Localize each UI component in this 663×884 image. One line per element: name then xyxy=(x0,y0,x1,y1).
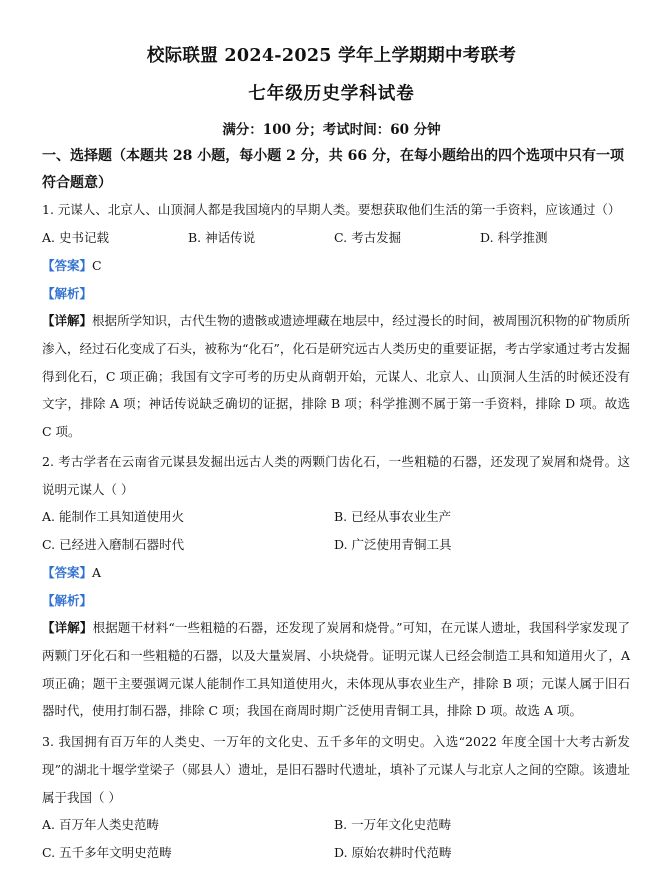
question-2-analysis xyxy=(42,591,632,611)
question-1-stem: 1. 元谋人、北京人、山顶洞人都是我国境内的早期人类。要想获取他们生活的第一手资料，应该通过（） xyxy=(42,202,621,217)
question-1-option-a: A. 史书记载 xyxy=(42,230,109,245)
question-1-option-d: D. 科学推测 xyxy=(480,230,548,245)
question-2-option-d: D. 广泛使用青铜工具 xyxy=(334,537,452,552)
question-1-detail xyxy=(42,307,630,446)
question-2-option-c: C. 已经进入磨制石器时代 xyxy=(42,537,185,552)
detail-label: 【详解】 xyxy=(42,313,93,328)
question-2-option-a: A. 能制作工具知道使用火 xyxy=(42,509,184,524)
exam-subtitle: 七年级历史学科试卷 xyxy=(248,84,415,104)
question-2-option-b: B. 已经从事农业生产 xyxy=(334,509,452,524)
question-3-stem: 3. 我国拥有百万年的人类史、一万年的文化史、五千多年的文明史。入选“2022 年度全国十大考古新发现”的湖北十堰学堂梁子（郧县人）遗址，是旧石器时代遗址，填补了元谋人与北京人之间的空隙。该遗址属于我国（ ） xyxy=(42,734,630,805)
question-2-stem: 2. 考古学者在云南省元谋县发掘出远古人类的两颗门齿化石，一些粗糙的石器，还发现了炭屑和烧骨。这说明元谋人（ ） xyxy=(42,454,630,497)
question-1-option-c: C. 考古发掘 xyxy=(334,230,402,245)
answer-value: C xyxy=(92,258,102,273)
question-3-option-c: C. 五千多年文明史范畴 xyxy=(42,845,172,860)
question-1-answer xyxy=(42,256,632,276)
analysis-label: 【解析】 xyxy=(42,286,93,301)
score-time-line: 满分：100 分；考试时间：60 分钟 xyxy=(222,122,441,138)
analysis-label: 【解析】 xyxy=(42,593,93,608)
question-3-option-b: B. 一万年文化史范畴 xyxy=(334,817,452,832)
question-3-option-a: A. 百万年人类史范畴 xyxy=(42,817,159,832)
exam-title: 校际联盟 2024-2025 学年上学期期中考联考 xyxy=(146,46,517,66)
question-1-analysis xyxy=(42,284,632,304)
section-heading: 一、选择题（本题共 28 小题，每小题 2 分，共 66 分，在每小题给出的四个选项中只有一项符合题意） xyxy=(42,148,624,191)
question-3-option-d: D. 原始农耕时代范畴 xyxy=(334,845,452,860)
answer-value: A xyxy=(92,565,102,580)
detail-text: 根据所学知识，古代生物的遗骸或遗迹埋藏在地层中，经过漫长的时间，被周围沉积物的矿物质所渗入，经过石化变成了石头，被称为“化石”，化石是研究远古人类历史的重要证据，考古学家通过考古发掘得到化石，C 项正确；我国有文字可考的历史从商朝开始，元谋人、北京人、山顶洞人生活的时候还没有文字，排除 A 项；神话传说缺乏确切的证据，排除 B 项；科学推测不属于第一手资料，排除 D 项。故选 C 项。 xyxy=(42,313,630,440)
answer-label: 【答案】 xyxy=(42,258,93,273)
question-2-answer xyxy=(42,563,632,583)
question-2-detail xyxy=(42,614,630,725)
detail-label: 【详解】 xyxy=(42,620,93,635)
answer-label: 【答案】 xyxy=(42,565,93,580)
question-1-option-b: B. 神话传说 xyxy=(188,230,256,245)
detail-text: 根据题干材料“一些粗糙的石器，还发现了炭屑和烧骨。”可知，在元谋人遗址，我国科学家发现了两颗门牙化石和一些粗糙的石器，以及大量炭屑、小块烧骨。证明元谋人已经会制造工具和知道用火了，A 项正确；题干主要强调元谋人能制作工具知道使用火，未体现从事农业生产，排除 B 项；元谋人属于旧石器时代，使用打制石器，排除 C 项；我国在商周时期广泛使用青铜工具，排除 D 项。故选 A 项。 xyxy=(42,620,630,719)
